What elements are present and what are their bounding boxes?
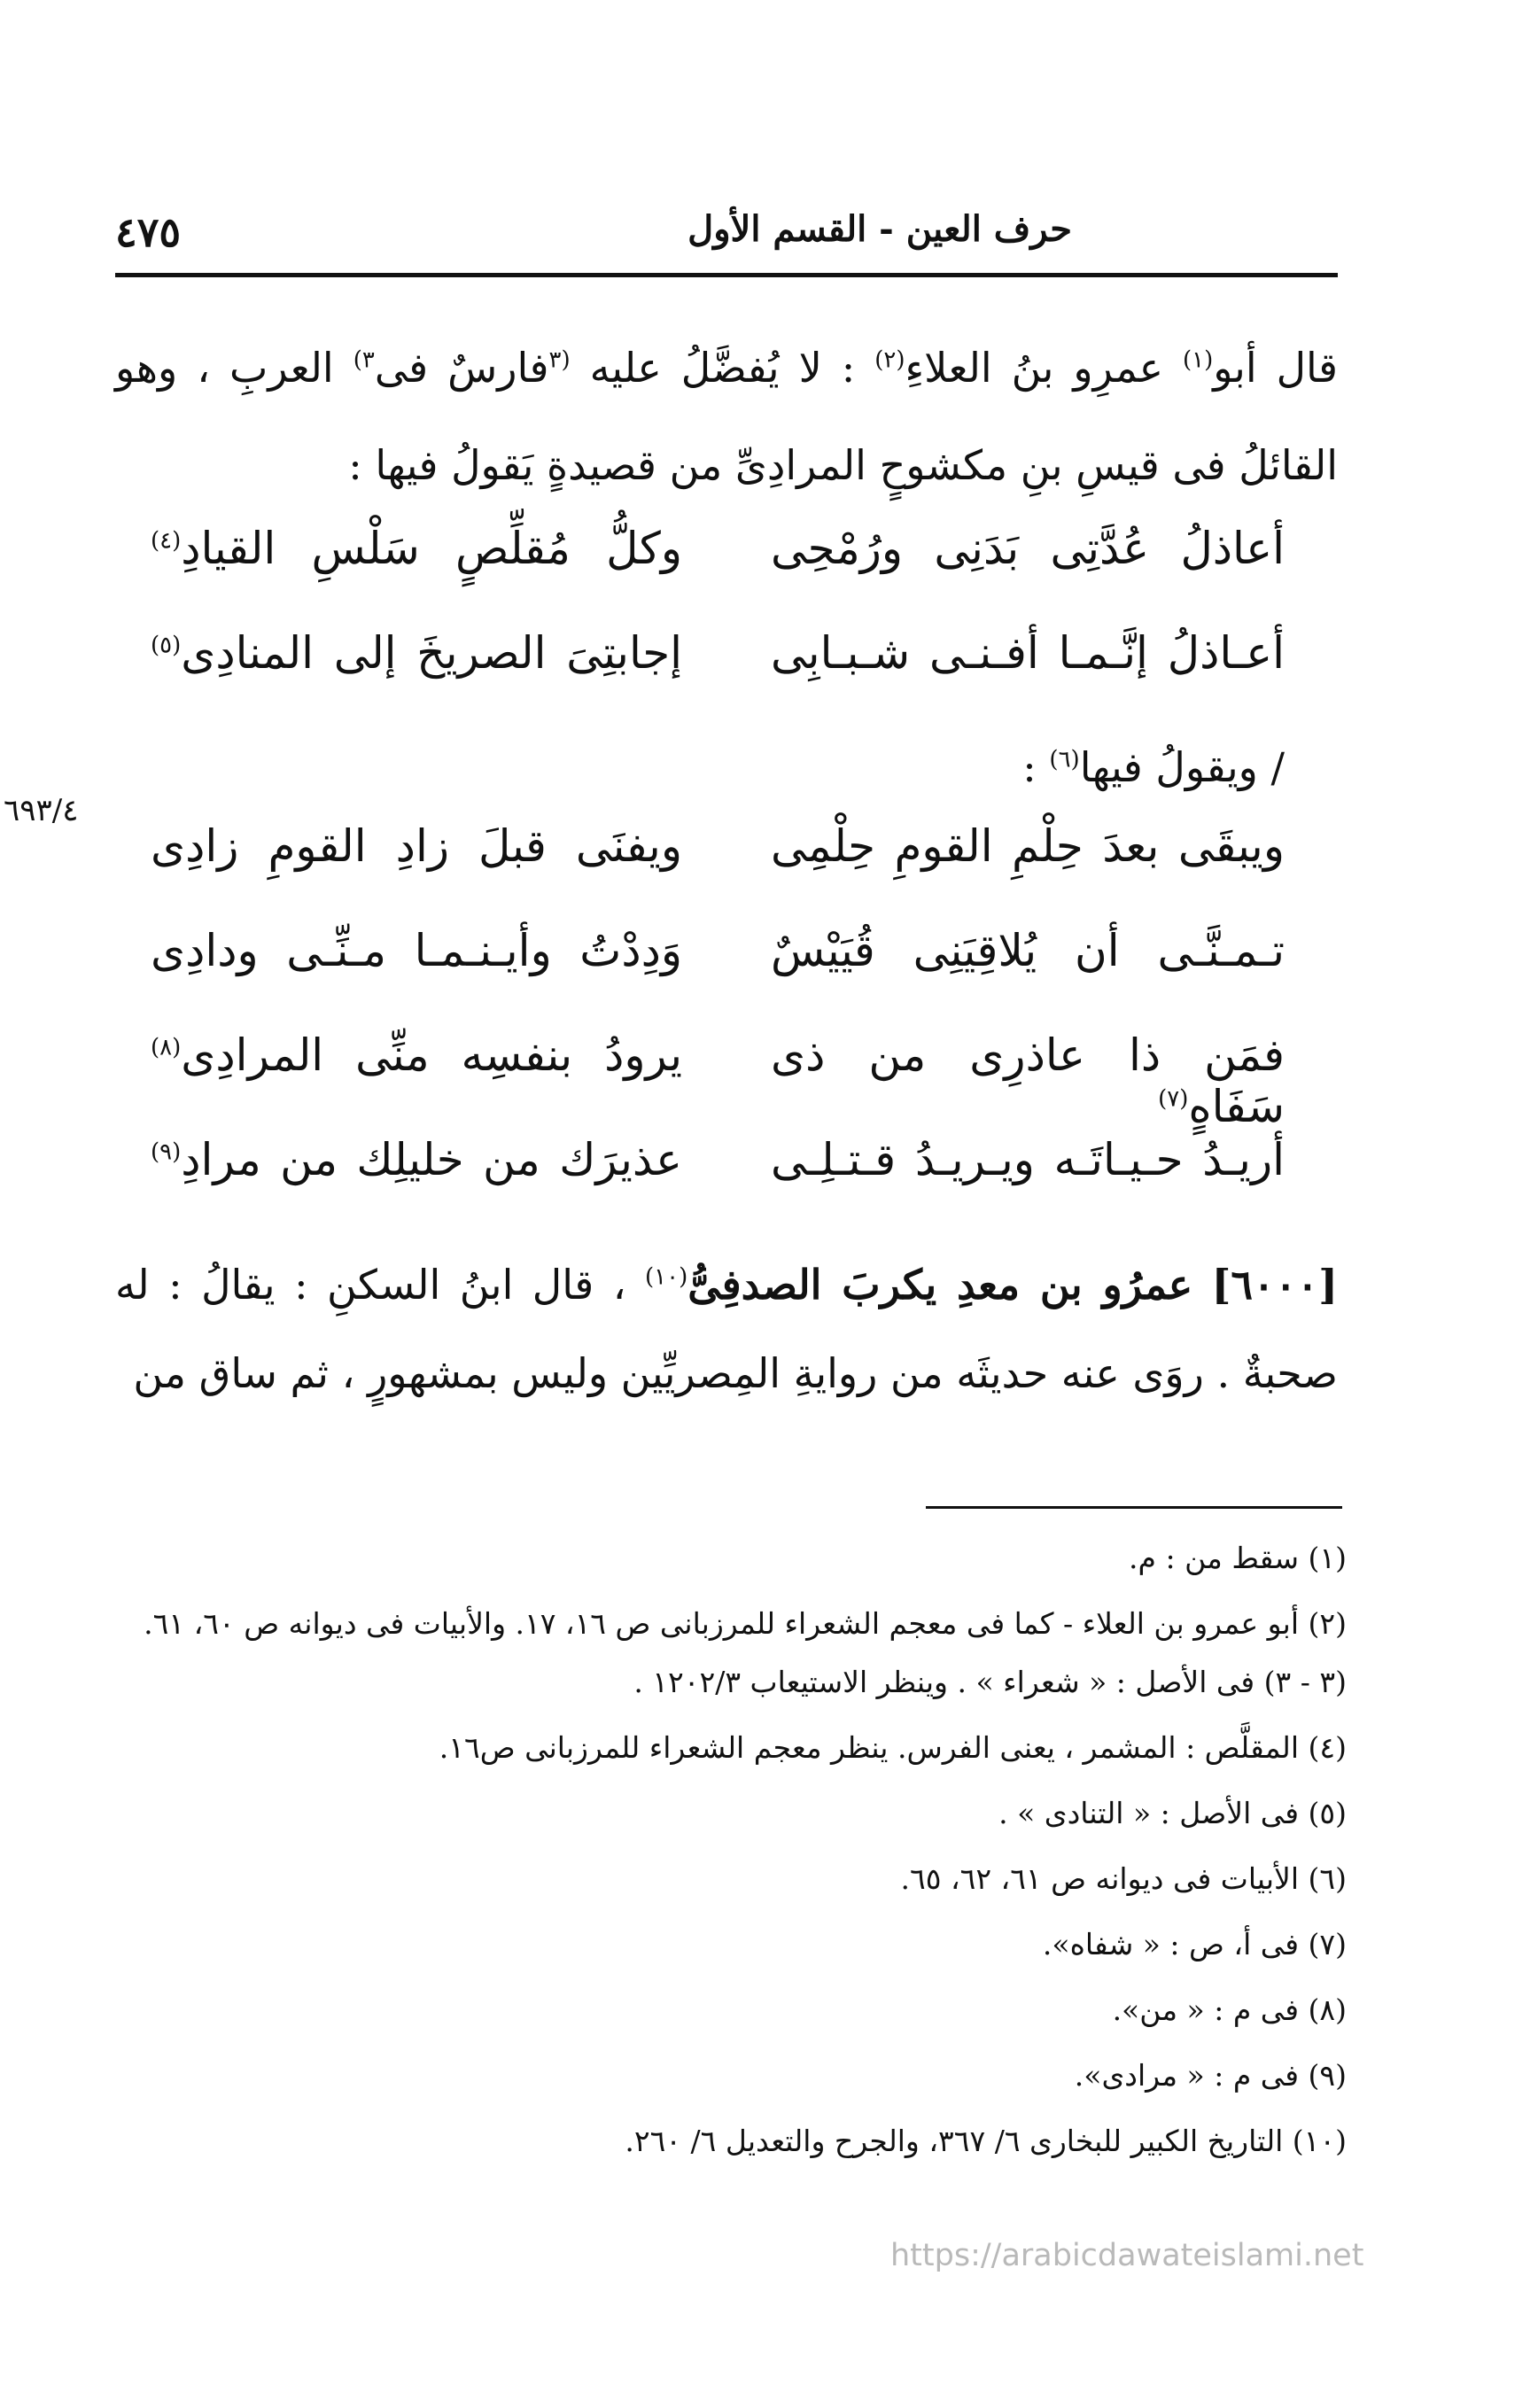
verses-group-b: [115, 812, 1338, 1230]
biography-entry: [115, 1240, 1338, 1418]
verse-second-hemistich: [151, 1134, 682, 1185]
intro-text: العربِ ، وهو: [115, 344, 334, 392]
intro-text: : لا يُفضَّلُ عليه: [589, 344, 856, 392]
running-title: حرف العين - القسم الأول: [687, 208, 1072, 250]
footnote: (٣ - ٣) فى الأصل : « شعراء » . وينظر الاستيعاب ١٢٠٢/٣ .: [633, 1665, 1347, 1699]
entry-name: عمرُو بن معدِ يكربَ الصدفِىُّ: [687, 1261, 1193, 1309]
verse-first-hemistich: تـمـنَّـى أن يُلاقِيَنِى قُيَيْسٌ: [771, 925, 1285, 976]
verse-line: [115, 514, 1338, 618]
intro-text: فارسٌ فى: [374, 344, 549, 392]
verse-first-hemistich: ويبقَى بعدَ حِلْمِ القومِ حِلْمِى: [771, 820, 1285, 872]
entry-text: صحبةٌ . روَى عنه حديثَه من روايةِ المِصريِّين وليس بمشهورٍ ، ثم ساق من: [133, 1349, 1338, 1397]
verse-first-hemistich: [771, 1029, 1285, 1132]
verse-second-hemistich: ويفنَى قبلَ زادِ القومِ زادِى: [151, 820, 682, 872]
intro-text: / ويقولُ فيها: [1079, 743, 1285, 791]
verse-line: [115, 916, 1338, 1021]
footnote: (١) سقط من : م.: [1129, 1541, 1347, 1575]
page-number: ٤٧٥: [115, 208, 182, 256]
footnote: (٩) فى م : « مرادى».: [1074, 2058, 1347, 2093]
entry-number: [٦٠٠٠]: [1211, 1261, 1338, 1309]
watermark-url: https://arabicdawateislami.net: [890, 2238, 1364, 2273]
verse-text: يرودُ بنفسِه منِّى المرادِى: [181, 1029, 682, 1081]
intro-text: القائلُ فى قيسِ بنِ مكشوحٍ المرادِىِّ من قصيدةٍ يَقولُ فيها :: [348, 441, 1338, 489]
footnote: (٢) أبو عمرو بن العلاء - كما فى معجم الشعراء للمرزبانى ص ١٦، ١٧. والأبيات فى ديوانه ص ٦٠، ٦١.: [144, 1606, 1347, 1641]
verse-line: [115, 1021, 1338, 1132]
intro-text: قال أبو: [1213, 344, 1339, 392]
footnote-mark: (١٠): [645, 1263, 688, 1291]
header-divider: [115, 273, 1338, 277]
verse-text: فمَن ذا عاذرِى من ذى سَفَاهٍ: [771, 1029, 1285, 1132]
page-header: [115, 208, 1338, 270]
entry-text: ، قال ابنُ السكنِ : يقالُ : له: [115, 1261, 626, 1309]
footnote: (٥) فى الأصل : « التنادى » .: [998, 1796, 1347, 1830]
verse-first-hemistich: أعـاذلُ إنَّـمـا أفـنـى شـبـابِى: [771, 627, 1285, 679]
verses-intro: [115, 723, 1338, 812]
verse-second-hemistich: [151, 523, 682, 574]
verse-second-hemistich: وَدِدْتُ وأيـنـمـا مـنِّـى ودادِى: [151, 925, 682, 976]
footnote-mark: (٥): [151, 632, 182, 659]
verse-line: [115, 1125, 1338, 1230]
verse-line: [115, 618, 1338, 723]
footnote-mark: (٣: [548, 346, 571, 374]
footnote-mark: (٧): [1158, 1085, 1189, 1113]
footnote-mark: (٨): [151, 1034, 182, 1061]
margin-reference: ٦٩٣/٤: [4, 793, 79, 828]
verse-text: وكلُّ مُقلِّصٍ سَلْسِ القيادِ: [181, 523, 682, 574]
verses-group-a: [115, 514, 1338, 723]
intro-colon: :: [1022, 743, 1037, 791]
footnote: (٦) الأبيات فى ديوانه ص ٦١، ٦٢، ٦٥.: [900, 1861, 1347, 1896]
intro-text: عمرِو بنُ العلاءِ: [905, 344, 1164, 392]
footnote-mark: (٦): [1049, 746, 1080, 773]
intro-paragraph: [115, 319, 1338, 514]
footnote: (٨) فى م : « من».: [1112, 1992, 1347, 2027]
footnote-divider: [926, 1506, 1342, 1509]
footnote-mark: (٤): [151, 527, 182, 555]
verse-text: عذيرَك من خليلِك من مرادِ: [181, 1134, 682, 1185]
footnote-mark: (٩): [151, 1138, 182, 1166]
verse-second-hemistich: [151, 1029, 682, 1081]
main-text: [115, 319, 1338, 1418]
footnote-mark: (٢): [874, 346, 905, 374]
verse-line: [115, 812, 1338, 916]
footnote: (٧) فى أ، ص : « شفاه».: [1042, 1927, 1347, 1961]
footnotes: [115, 1537, 1347, 2186]
footnote: (١٠) التاريخ الكبير للبخارى ٦/ ٣٦٧، والجرح والتعديل ٦/ ٢٦٠.: [625, 2124, 1347, 2158]
verse-first-hemistich: أريـدُ حـيـاتَـه ويـريـدُ قـتـلِـى: [771, 1134, 1285, 1185]
footnote-mark: (١): [1183, 346, 1214, 374]
footnote: (٤) المقلَّص : المشمر ، يعنى الفرس. ينظر معجم الشعراء للمرزبانى ص١٦.: [439, 1730, 1347, 1765]
footnote-mark: ٣): [353, 346, 375, 374]
verse-text: إجابتِىَ الصريخَ إلى المنادِى: [181, 627, 682, 679]
verse-second-hemistich: [151, 627, 682, 679]
verse-first-hemistich: أعاذلُ عُدَّتِى بَدَنِى ورُمْحِى: [771, 523, 1285, 574]
